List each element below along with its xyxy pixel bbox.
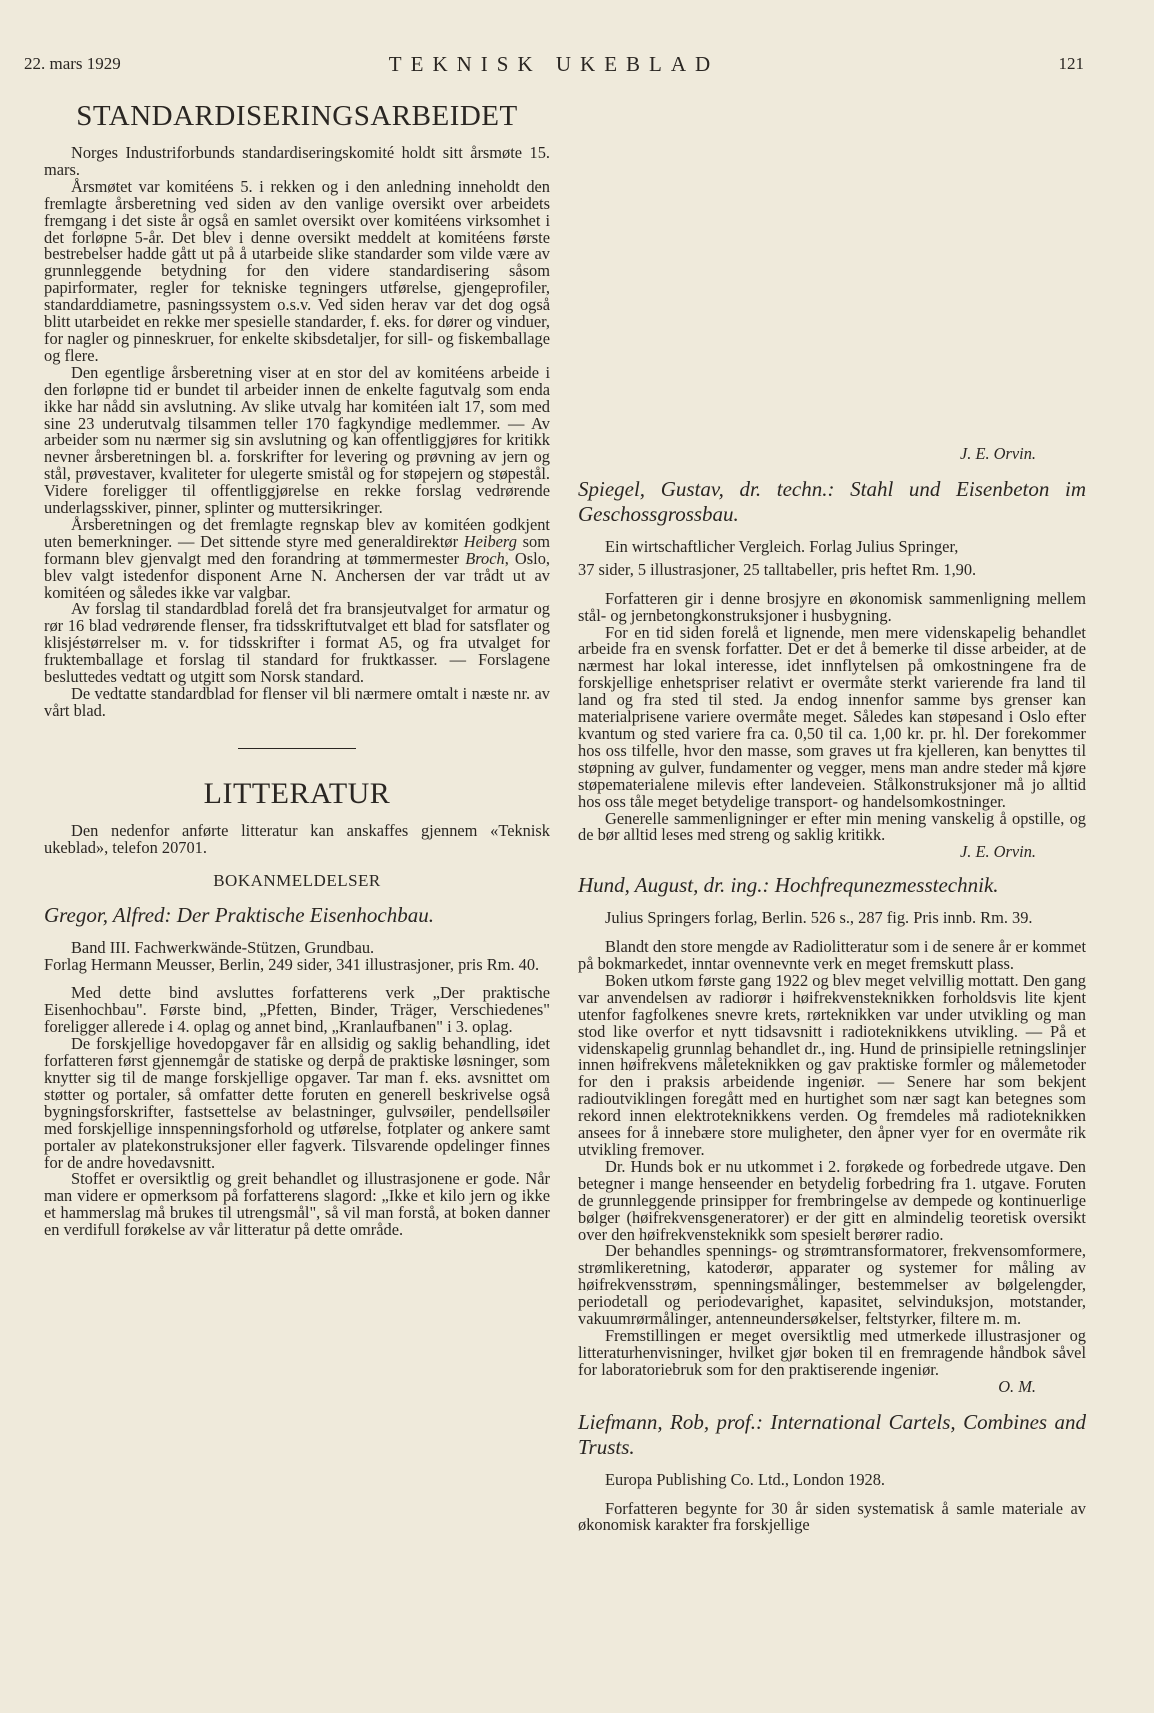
article-paragraph: Av forslag til standardblad forelå det fra bransjeutvalget for armatur og rør 16 blad vedrørende flenser, fra tidsskriftutvalget ett blad for satsflater og klisjéstørrelser m. v. for tidsskrifter i format A5, og fra utvalget for fruktemballage et forslag til standard for fruktkasser. — Forslagene besluttedes vedtatt og utgitt som Norsk standard. [44,599,550,687]
section-intro: Den nedenfor anførte litteratur kan anskaffes gjennem «Teknisk ukeblad», telefon 20701. [44,820,550,857]
left-column [44,100,550,1239]
review-signature: O. M. [998,1376,1036,1396]
review-paragraph: Boken utkom første gang 1922 og blev meget velvillig mottatt. Den gang var anvendelsen av radiorør i høifrekvensteknikken forholdsvis lite kjent utenfor fagfolkenes snevre krets, rørteknikken var under utvikling og man stod like overfor et nytt tidsavsnitt i radioteknikkens utvikling. — På et videnskapelig grunnlag behandlet dr., ing. Hund de prinsipielle retningslinjer innen høifrekvens måleteknikken og gav praktiske formler og målemetoder for den i praksis arbeidende ingeniør. — Senere har som bekjent radioutviklingen foregått med en hurtighet som nær sagt kan betegnes som rekord innen elektroteknikkens verden. Og fremdeles må radioteknikken ansees for å innebære store muligheter, den åpner vyer for en overmåte rik utvikling fremover. [578,970,1086,1159]
review-paragraph: For en tid siden forelå et lignende, men mere videnskapelig behandlet arbeide fra en svensk forfatter. Det er det å bemerke til disse arbeider, at de nærmest har lokal interesse, idet innflytelsen på omkostningene fra de forskjellige enhetspriser relativt er overmåte sterkt varierende fra land til land og fra sted til sted. Ja endog innenfor samme bys grenser kan materialprisene variere overmåte meget. Således kan støpesand i Oslo efter kvantum og sted variere fra ca. 0,50 til ca. 1,00 kr. pr. hl. Der forekommer hos oss tilfelle, hvor den masse, som graves ut fra kjelleren, kan benyttes til støpning av gulver, fundamenter og vegger, mens man andre steder må kjøre støpematerialene milevis efter landeveien. Stålkonstruksjoner må jo alltid hos oss tåle meget betydelige transport- og handelsomkostninger. [578,622,1086,811]
review-title: Liefmann, Rob, prof.: International Cartels, Combines and Trusts. [578,1409,1086,1459]
review-title: Spiegel, Gustav, dr. techn.: Stahl und Eisenbeton im Geschossgrossbau. [578,476,1086,526]
review-meta: 37 sider, 5 illustrasjoner, 25 talltabeller, pris heftet Rm. 1,90. [578,559,977,579]
review-meta: Europa Publishing Co. Ltd., London 1928. [605,1469,886,1489]
section-title: LITTERATUR [203,776,391,810]
person-name: Broch [465,548,505,568]
review-meta: Forlag Hermann Meusser, Berlin, 249 sider, 341 illustrasjoner, pris Rm. 40. [44,954,540,974]
subsection-heading: BOKANMELDELSER [213,870,381,890]
article-text: , Oslo, blev valgt istedenfor disponent Arne N. Anchersen der var trådt ut av komitéen og således ikke var valgbar. [44,548,550,602]
review-paragraph: Generelle sammenligninger er efter min mening vanskelig å opstille, og de bør alltid leses med streng og saklig kritikk. [578,808,1086,845]
review-paragraph: Blandt den store mengde av Radiolitteratur som i de senere år er kommet på bokmarkedet, inntar ovennevnte verk en meget fremskutt plass. [578,937,1086,974]
person-name: Heiberg [463,531,517,551]
article-paragraph [44,514,550,602]
right-column [578,446,1086,1534]
review-paragraph: Dr. Hunds bok er nu utkommet i 2. forøkede og forbedrede utgave. Den betegner i mange henseender en betydelig forbedring fra 1. utgave. Foruten de grunnleggende prinsipper for frembringelse av dempede og kontinuerlige bølger (høifrekvensgeneratorer) er der gitt en almindelig teoretisk oversikt over den høifrekvensteknikk som spesielt berører radio. [578,1156,1086,1244]
article-text: som formann blev gjenvalgt med den forandring at tømmermester [44,531,550,568]
review-meta: Band III. Fachwerkwände-Stützen, Grundbau. [71,937,375,957]
journal-title: TEKNISK UKEBLAD [388,52,720,76]
review-paragraph: Stoffet er oversiktlig og greit behandlet og illustrasjonene er gode. Når man videre er opmerksom på forfatterens slagord: „Ikke et kilo jern og ikke et hammerslag må brukes til utrengsmål", så vil man forstå, at boken danner en verdifull forøkelse av vår litteratur på dette område. [44,1169,550,1240]
review-meta: Julius Springers forlag, Berlin. 526 s., 287 fig. Pris innb. Rm. 39. [605,908,1033,928]
section-divider [238,748,356,749]
article-text: Årsberetningen og det fremlagte regnskap blev av komitéen godkjent uten bemerkninger. — Det sittende styre med generaldirektør [44,514,550,551]
page-header [24,54,1084,78]
review-paragraph: Forfatteren gir i denne brosjyre en økonomisk sammenligning mellem stål- og jernbetongkonstruksjoner i husbygning. [578,588,1086,625]
article-lead: Norges Industriforbunds standardiseringskomité holdt sitt årsmøte 15. mars. [44,143,550,179]
review-title: Gregor, Alfred: Der Praktische Eisenhochbau. [44,902,434,927]
issue-date: 22. mars 1929 [24,54,121,73]
review-paragraph: Med dette bind avsluttes forfatterens verk „Der praktische Eisenhochbau". Første bind, „Pfetten, Binder, Träger, Verschiedenes" foreligger allerede i 4. oplag og annet bind, „Kranlaufbanen" i 3. oplag. [44,983,550,1037]
review-title: Hund, August, dr. ing.: Hochfrequnezmesstechnik. [578,873,999,898]
review-paragraph: De forskjellige hovedopgaver får en allsidig og saklig behandling, idet forfatteren først gjennemgår de statiske og derpå de praktiske løsninger, som knytter sig til de mange forskjellige opgaver. Tar man f. eks. avsnittet om støtter og portaler, så omfatter dette foruten en generell beskrivelse også bygningsforskrifter, fastsettelse av belastninger, gulvsøiler, pendellsøiler med forskjellige innspenningsforhold og utførelse, fotplater og ankere samt portaler av platekonstruksjoner eller fagverk. Tilsvarende opdelinger finnes for de andre hovedavsnitt. [44,1034,550,1172]
article-title: STANDARDISERINGSARBEIDET [76,100,518,132]
article-paragraph: Årsmøtet var komitéens 5. i rekken og i den anledning inneholdt den fremlagte årsberetning ved siden av den vanlige oversikt over arbeidets fremgang i det siste år også en samlet oversikt over komitéens virksomhet i det forløpne 5-år. Det blev i denne oversikt meddelt at komitéens første bestrebelser hadde gått ut på å utarbeide slike standarder som vilde være av grunnleggende betydning for den videre standardisering såsom papirformater, regler for tekniske tegningers utførelse, gjengeprofiler, standarddiametre, pasningssystem o.s.v. Ved siden herav var det dog også blitt utarbeidet en rekke mer spesielle standarder, f. eks. for dører og vinduer, for nagler og pinneskruer, for enkelte skibsdetaljer, for sill- og fiskemballage og flere. [44,176,550,365]
page-number: 121 [1058,54,1084,73]
article-paragraph: Den egentlige årsberetning viser at en stor del av komitéens arbeide i den forløpne tid er bundet til arbeider innen de enkelte fagutvalg som enda ikke har nådd sin avslutning. Av slike utvalg har komitéen ialt 17, som med sine 23 underutvalg tilsammen teller 170 fagkyndige medlemmer. — Av arbeider som nu nærmer sig sin avslutning og kan offentliggjøres for kritikk nevner årsberetningen bl. a. forskrifter for levering og prøvning av jern og stål, prøvestaver, kvaliteter for ulegerte smistål og for støpejern og støpestål. Videre foreligger til offentliggjørelse en rekke forslag vedrørende underlagsskiver, pinner, splinter og muttersikringer. [44,362,550,518]
review-signature: J. E. Orvin. [959,444,1036,463]
review-meta: Ein wirtschaftlicher Vergleich. Forlag Julius Springer, [605,536,959,556]
review-paragraph: Der behandles spennings- og strømtransformatorer, frekvensomformere, strømlikeretning, katoderør, apparater og systemer for måling av høifrekvensstrøm, spenningsmålinger, bestemmelser av bølgelengder, periodetall og periodevarighet, kapasitet, selvinduksjon, motstander, vakuumrørmålinger, antenneundersøkelser, feltstyrker, filtere m. m. [578,1241,1086,1329]
review-signature: J. E. Orvin. [959,842,1036,862]
review-paragraph: Forfatteren begynte for 30 år siden systematisk å samle materiale av økonomisk karakter fra forskjellige [578,1498,1086,1535]
article-paragraph: De vedtatte standardblad for flenser vil bli nærmere omtalt i næste nr. av vårt blad. [44,684,550,720]
review-paragraph: Fremstillingen er meget oversiktlig med utmerkede illustrasjoner og litteraturhenvisninger, hvilket gjør boken til en fremragende håndbok såvel for laboratoriebruk som for den praktiserende ingeniør. [578,1325,1086,1379]
